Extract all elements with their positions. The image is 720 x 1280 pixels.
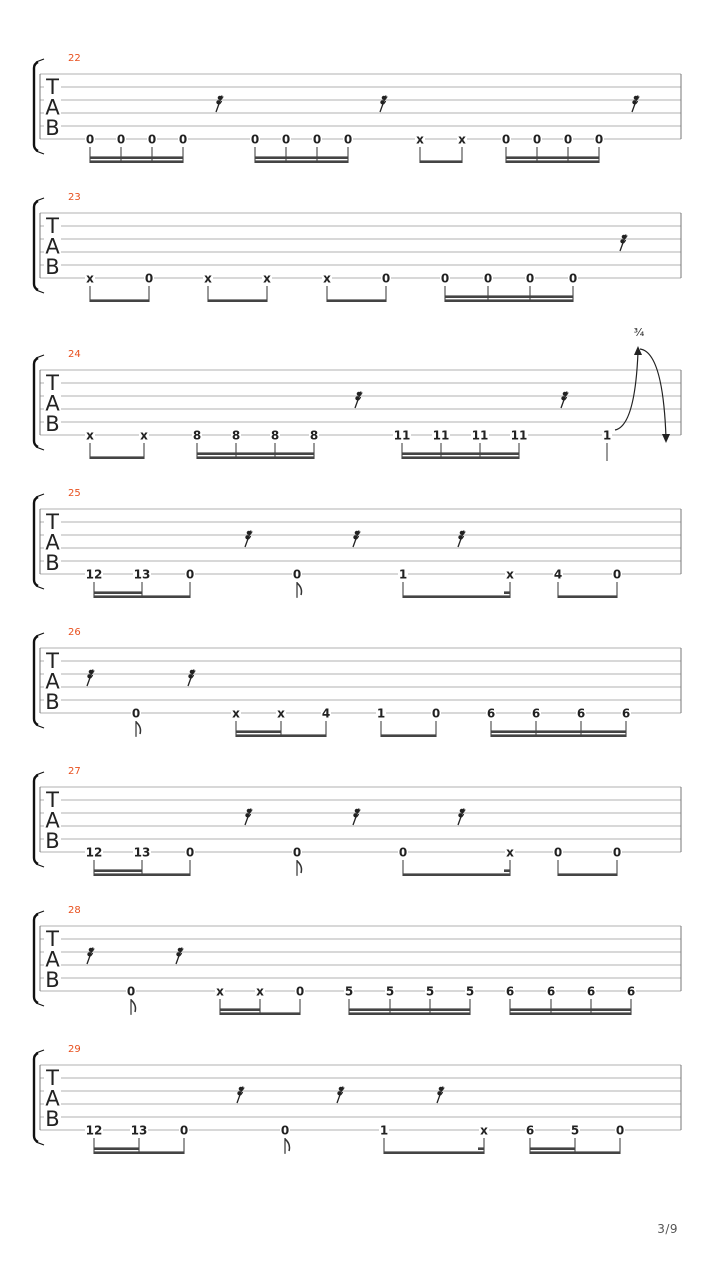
fret-number: 1 — [379, 1123, 389, 1138]
system-bracket — [34, 636, 38, 725]
fret-number: x — [86, 428, 94, 443]
fret-number: 4 — [321, 706, 331, 721]
note-beam — [349, 1008, 470, 1011]
fret-number: 0 — [568, 271, 578, 286]
fret-number: 0 — [116, 132, 126, 147]
tab-clef-letter: B — [45, 690, 60, 714]
fret-number: 13 — [133, 845, 151, 860]
fret-number: 12 — [85, 1123, 103, 1138]
fret-number: x — [204, 271, 212, 286]
page-number: 3/9 — [657, 1222, 678, 1236]
sixteenth-rest-icon — [188, 670, 195, 687]
fret-number: 0 — [85, 132, 95, 147]
bracket-hook — [36, 772, 44, 775]
note-beam — [504, 869, 510, 872]
system-bracket — [34, 497, 38, 586]
fret-number: x — [506, 845, 514, 860]
bracket-hook — [36, 725, 44, 728]
fret-number: x — [416, 132, 424, 147]
note-beam — [94, 1151, 184, 1154]
note-flag-icon — [297, 583, 302, 595]
staff-system-29 — [34, 1044, 681, 1154]
measure-number: 26 — [68, 627, 81, 638]
tab-clef-letter: A — [45, 95, 60, 120]
measure-number: 29 — [68, 1044, 81, 1055]
sixteenth-rest-icon — [355, 392, 362, 409]
fret-number: 0 — [431, 706, 441, 721]
fret-number: 6 — [576, 706, 586, 721]
note-beam — [220, 1012, 300, 1015]
fret-number: 0 — [292, 567, 302, 582]
note-beam — [402, 452, 519, 455]
note-beam — [236, 734, 326, 737]
sixteenth-rest-icon — [353, 531, 360, 548]
sixteenth-rest-icon — [458, 531, 465, 548]
release-arrow-down-icon — [662, 434, 670, 443]
fret-number: 0 — [131, 706, 141, 721]
note-beam — [445, 295, 573, 298]
fret-number: x — [263, 271, 271, 286]
fret-number: 0 — [185, 845, 195, 860]
fret-number: 0 — [281, 132, 291, 147]
fret-number: 0 — [483, 271, 493, 286]
fret-number: 13 — [130, 1123, 148, 1138]
fret-number: 0 — [612, 845, 622, 860]
note-beam — [506, 156, 599, 159]
note-beam — [197, 456, 314, 459]
note-beam — [402, 456, 519, 459]
fret-number: 0 — [343, 132, 353, 147]
note-beam — [255, 156, 348, 159]
sixteenth-rest-icon — [437, 1087, 444, 1104]
note-beam — [208, 299, 267, 302]
sixteenth-rest-icon — [380, 96, 387, 113]
tab-clef-letter: A — [45, 234, 60, 259]
tab-clef-letter: T — [46, 1066, 59, 1090]
bracket-hook — [36, 911, 44, 914]
note-beam — [403, 873, 510, 876]
system-bracket — [34, 775, 38, 864]
fret-number: x — [277, 706, 285, 721]
sixteenth-rest-icon — [176, 948, 183, 965]
note-flag-icon — [136, 722, 141, 734]
fret-number: x — [480, 1123, 488, 1138]
bracket-hook — [36, 633, 44, 636]
measure-number: 22 — [68, 53, 81, 64]
system-bracket — [34, 62, 38, 151]
tab-clef-letter: T — [46, 510, 59, 534]
fret-number: 0 — [525, 271, 535, 286]
fret-number: 0 — [280, 1123, 290, 1138]
note-beam — [90, 456, 144, 459]
staff-system-22 — [34, 53, 681, 163]
note-flag-icon — [131, 1000, 136, 1012]
note-beam — [90, 160, 183, 163]
fret-number: 0 — [398, 845, 408, 860]
note-beam — [558, 595, 617, 598]
system-bracket — [34, 201, 38, 290]
staff-system-23 — [34, 192, 681, 302]
note-beam — [349, 1012, 470, 1015]
sixteenth-rest-icon — [87, 670, 94, 687]
fret-number: 1 — [602, 428, 612, 443]
fret-number: 0 — [615, 1123, 625, 1138]
sixteenth-rest-icon — [353, 809, 360, 826]
tab-clef-letter: B — [45, 255, 60, 279]
measure-number: 23 — [68, 192, 81, 203]
tab-clef-letter: T — [46, 371, 59, 395]
fret-number: 4 — [553, 567, 563, 582]
fret-number: 5 — [344, 984, 354, 999]
tab-clef-letter: A — [45, 1086, 60, 1111]
fret-number: 12 — [85, 845, 103, 860]
tab-clef-letter: T — [46, 214, 59, 238]
fret-number: 6 — [531, 706, 541, 721]
fret-number: 12 — [85, 567, 103, 582]
sixteenth-rest-icon — [87, 948, 94, 965]
fret-number: 0 — [185, 567, 195, 582]
sixteenth-rest-icon — [216, 96, 223, 113]
bracket-hook — [36, 447, 44, 450]
fret-number: 8 — [231, 428, 241, 443]
fret-number: 0 — [553, 845, 563, 860]
note-beam — [510, 1012, 631, 1015]
bracket-hook — [36, 59, 44, 62]
note-beam — [491, 730, 626, 733]
bracket-hook — [36, 1050, 44, 1053]
fret-number: x — [256, 984, 264, 999]
tab-clef-letter: T — [46, 649, 59, 673]
fret-number: 6 — [546, 984, 556, 999]
note-beam — [506, 160, 599, 163]
bend-arrow-up-icon — [634, 346, 642, 355]
bend-up-curve — [615, 352, 638, 430]
staff-system-26 — [34, 627, 681, 737]
fret-number: 0 — [532, 132, 542, 147]
note-beam — [327, 299, 386, 302]
fret-number: x — [216, 984, 224, 999]
tab-clef-letter: T — [46, 75, 59, 99]
fret-number: 5 — [570, 1123, 580, 1138]
fret-number: 11 — [471, 428, 489, 443]
fret-number: 6 — [621, 706, 631, 721]
fret-number: 0 — [501, 132, 511, 147]
note-beam — [94, 1147, 139, 1150]
bracket-hook — [36, 355, 44, 358]
staff-system-24 — [34, 326, 681, 461]
note-beam — [530, 1147, 575, 1150]
fret-number: 0 — [126, 984, 136, 999]
note-beam — [381, 734, 436, 737]
sixteenth-rest-icon — [561, 392, 568, 409]
fret-number: 6 — [505, 984, 515, 999]
note-beam — [94, 869, 142, 872]
fret-number: 6 — [486, 706, 496, 721]
sixteenth-rest-icon — [245, 809, 252, 826]
note-beam — [220, 1008, 260, 1011]
fret-number: 0 — [594, 132, 604, 147]
tab-clef-letter: A — [45, 391, 60, 416]
measure-number: 24 — [68, 349, 81, 360]
fret-number: 0 — [440, 271, 450, 286]
tab-clef-letter: B — [45, 412, 60, 436]
fret-number: x — [323, 271, 331, 286]
bracket-hook — [36, 864, 44, 867]
note-beam — [255, 160, 348, 163]
tab-clef-letter: B — [45, 1107, 60, 1131]
fret-number: 0 — [178, 132, 188, 147]
fret-number: 0 — [250, 132, 260, 147]
fret-number: 6 — [626, 984, 636, 999]
sixteenth-rest-icon — [337, 1087, 344, 1104]
tab-clef-letter: T — [46, 788, 59, 812]
fret-number: 0 — [312, 132, 322, 147]
sixteenth-rest-icon — [245, 531, 252, 548]
measure-number: 25 — [68, 488, 81, 499]
note-beam — [90, 299, 149, 302]
fret-number: x — [86, 271, 94, 286]
staff-system-27 — [34, 766, 681, 876]
note-beam — [491, 734, 626, 737]
fret-number: 11 — [510, 428, 528, 443]
fret-number: 5 — [425, 984, 435, 999]
measure-number: 27 — [68, 766, 81, 777]
fret-number: x — [458, 132, 466, 147]
fret-number: 11 — [432, 428, 450, 443]
note-beam — [403, 595, 510, 598]
tab-clef-letter: B — [45, 968, 60, 992]
bracket-hook — [36, 494, 44, 497]
note-beam — [197, 452, 314, 455]
bracket-hook — [36, 151, 44, 154]
note-beam — [530, 1151, 620, 1154]
sixteenth-rest-icon — [458, 809, 465, 826]
fret-number: 0 — [147, 132, 157, 147]
note-beam — [90, 156, 183, 159]
tab-clef-letter: B — [45, 116, 60, 140]
bracket-hook — [36, 198, 44, 201]
note-beam — [384, 1151, 484, 1154]
fret-number: x — [140, 428, 148, 443]
fret-number: 0 — [292, 845, 302, 860]
system-bracket — [34, 358, 38, 447]
tab-clef-letter: A — [45, 530, 60, 555]
fret-number: 13 — [133, 567, 151, 582]
fret-number: x — [506, 567, 514, 582]
fret-number: 6 — [586, 984, 596, 999]
fret-number: 0 — [563, 132, 573, 147]
note-beam — [478, 1147, 484, 1150]
note-beam — [94, 873, 190, 876]
note-flag-icon — [285, 1139, 290, 1151]
note-beam — [510, 1008, 631, 1011]
fret-number: 0 — [179, 1123, 189, 1138]
note-flag-icon — [297, 861, 302, 873]
bend-amount-label: ³⁄₄ — [633, 326, 645, 339]
system-bracket — [34, 1053, 38, 1142]
bracket-hook — [36, 1003, 44, 1006]
tab-clef-letter: B — [45, 551, 60, 575]
fret-number: 11 — [393, 428, 411, 443]
system-bracket — [34, 914, 38, 1003]
fret-number: 5 — [465, 984, 475, 999]
fret-number: 0 — [295, 984, 305, 999]
note-beam — [504, 591, 510, 594]
release-curve — [640, 349, 666, 438]
staff-system-28 — [34, 905, 681, 1015]
sixteenth-rest-icon — [237, 1087, 244, 1104]
measure-number: 28 — [68, 905, 81, 916]
tab-clef-letter: A — [45, 669, 60, 694]
bracket-hook — [36, 1142, 44, 1145]
note-beam — [445, 299, 573, 302]
fret-number: 8 — [270, 428, 280, 443]
fret-number: 0 — [144, 271, 154, 286]
bracket-hook — [36, 586, 44, 589]
fret-number: x — [232, 706, 240, 721]
fret-number: 5 — [385, 984, 395, 999]
fret-number: 8 — [192, 428, 202, 443]
tab-clef-letter: A — [45, 947, 60, 972]
fret-number: 0 — [612, 567, 622, 582]
staff-system-25 — [34, 488, 681, 598]
note-beam — [94, 595, 190, 598]
fret-number: 8 — [309, 428, 319, 443]
note-beam — [558, 873, 617, 876]
tab-clef-letter: B — [45, 829, 60, 853]
fret-number: 6 — [525, 1123, 535, 1138]
note-beam — [420, 160, 462, 163]
note-beam — [236, 730, 281, 733]
fret-number: 1 — [376, 706, 386, 721]
fret-number: 0 — [381, 271, 391, 286]
note-beam — [94, 591, 142, 594]
tab-clef-letter: A — [45, 808, 60, 833]
sixteenth-rest-icon — [620, 235, 627, 252]
bracket-hook — [36, 290, 44, 293]
sixteenth-rest-icon — [632, 96, 639, 113]
tab-clef-letter: T — [46, 927, 59, 951]
fret-number: 1 — [398, 567, 408, 582]
